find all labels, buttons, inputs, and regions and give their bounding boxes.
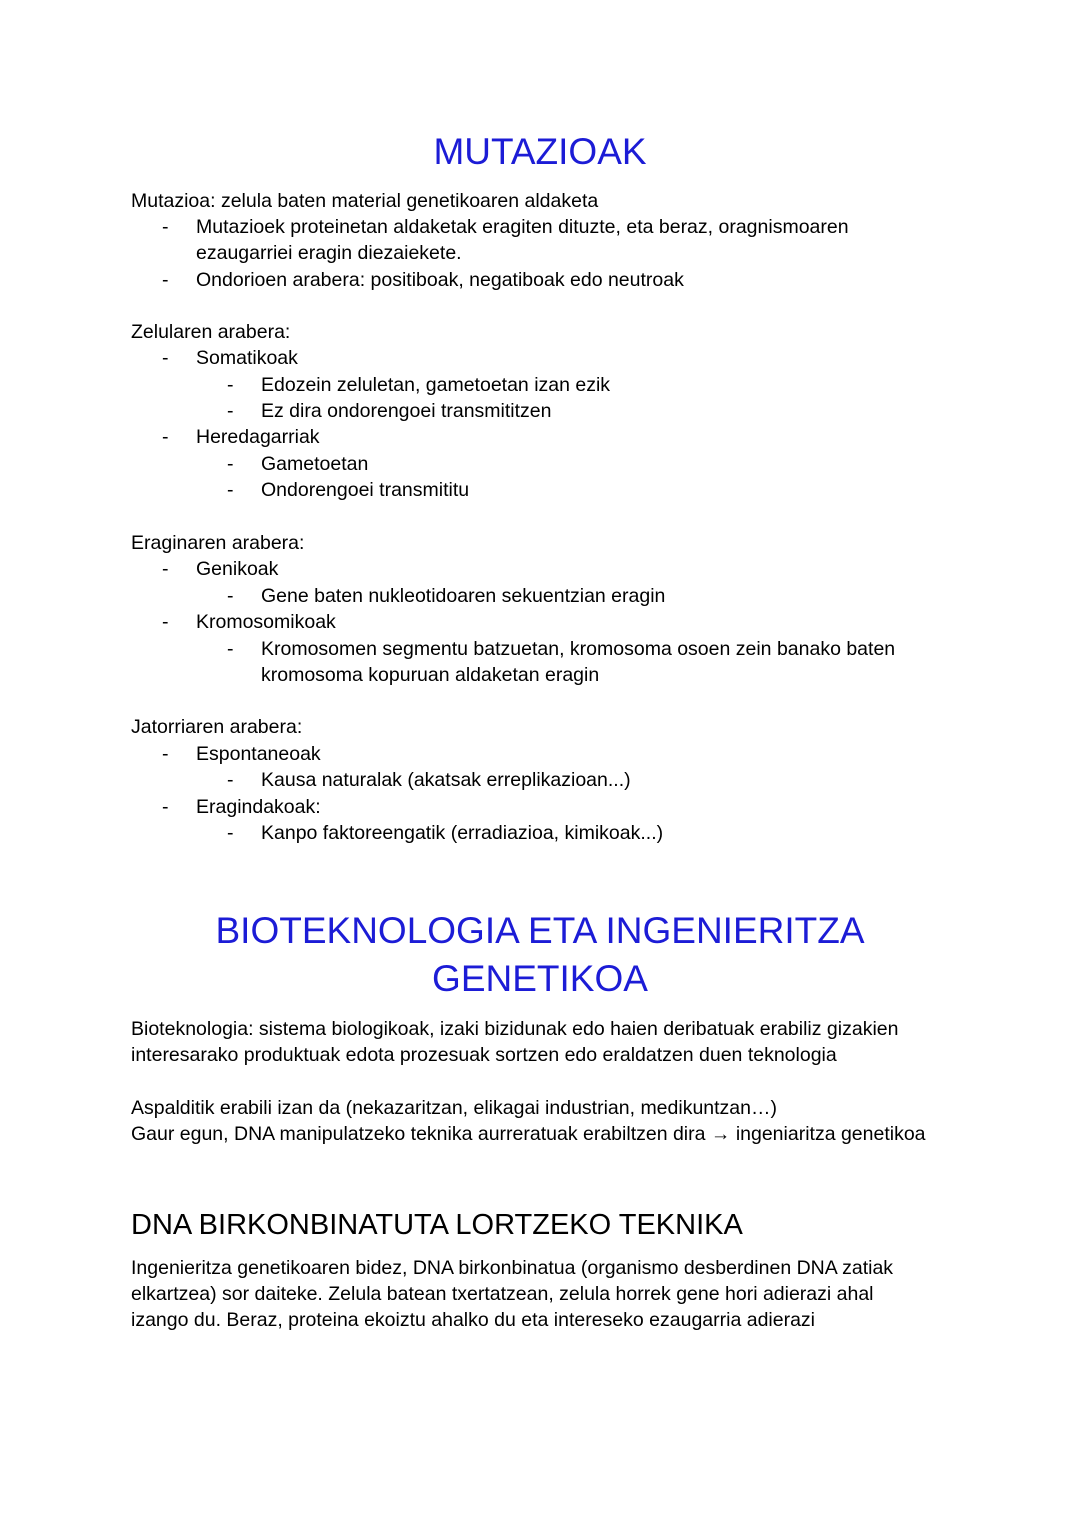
sub-bullet-dash: - [227,479,234,501]
bullet-dash: - [162,426,169,448]
bullet-dash: - [162,269,169,291]
biotech-history: Aspalditik erabili izan da (nekazaritzan, elikagai industrian, medikuntzan…) [131,1097,777,1119]
mutation-definition: Mutazioa: zelula baten material genetikoaren aldaketa [131,190,599,212]
bullet-dash: - [162,558,169,580]
sub-list-item: Kromosomen segmentu batzuetan, kromosoma osoen zein banako baten [261,638,896,660]
biotech-definition: Bioteknologia: sistema biologikoak, izaki bizidunak edo haien deribatuak erabiliz gizakien [131,1018,899,1040]
bullet-dash: - [162,743,169,765]
group-heading-origin: Jatorriaren arabera: [131,716,303,738]
sub-list-item: Ez dira ondorengoei transmititzen [261,400,552,422]
list-item: Genikoak [196,558,279,580]
sub-list-item: Kanpo faktoreengatik (erradiazioa, kimikoak...) [261,822,664,844]
list-item: Heredagarriak [196,426,320,448]
bullet-dash: - [162,216,169,238]
recombinant-paragraph: Ingenieritza genetikoaren bidez, DNA birkonbinatua (organismo desberdinen DNA zatiak [131,1257,894,1279]
biotech-title-line2: GENETIKOA [432,958,648,999]
biotech-definition: interesarako produktuak edota prozesuak sortzen edo eraldatzen duen teknologia [131,1044,837,1066]
sub-bullet-dash: - [227,638,234,660]
sub-list-item: Ondorengoei transmititu [261,479,470,501]
bullet-text: Ondorioen arabera: positiboak, negatiboak edo neutroak [196,269,684,291]
sub-bullet-dash: - [227,400,234,422]
bullet-dash: - [162,796,169,818]
recombinant-heading: DNA BIRKONBINATUTA LORTZEKO TEKNIKA [131,1209,743,1241]
sub-bullet-dash: - [227,585,234,607]
sub-list-item: Gametoetan [261,453,369,475]
sub-list-item: kromosoma kopuruan aldaketan eragin [261,664,600,686]
sub-bullet-dash: - [227,453,234,475]
list-item: Kromosomikoak [196,611,336,633]
biotech-history: Gaur egun, DNA manipulatzeko teknika aurreratuak erabiltzen dira → ingeniaritza genetikoa [131,1123,926,1145]
mutations-title: MUTAZIOAK [433,131,647,172]
recombinant-paragraph: izango du. Beraz, proteina ekoiztu ahalko du eta intereseko ezaugarria adierazi [131,1309,816,1331]
sub-list-item: Edozein zeluletan, gametoetan izan ezik [261,374,611,396]
sub-list-item: Kausa naturalak (akatsak erreplikazioan...) [261,769,631,791]
sub-bullet-dash: - [227,769,234,791]
list-item: Espontaneoak [196,743,321,765]
sub-list-item: Gene baten nukleotidoaren sekuentzian eragin [261,585,666,607]
biotech-title-line1: BIOTEKNOLOGIA ETA INGENIERITZA [215,910,865,951]
bullet-dash: - [162,347,169,369]
bullet-dash: - [162,611,169,633]
sub-bullet-dash: - [227,822,234,844]
recombinant-paragraph: elkartzea) sor daiteke. Zelula batean txertatzean, zelula horrek gene hori adierazi ahal [131,1283,874,1305]
bullet-text: Mutazioek proteinetan aldaketak eragiten dituzte, eta beraz, oragnismoaren [196,216,849,238]
bullet-text: ezaugarriei eragin diezaiekete. [196,242,462,264]
list-item: Somatikoak [196,347,298,369]
group-heading-cell: Zelularen arabera: [131,321,291,343]
list-item: Eragindakoak: [196,796,321,818]
group-heading-effect: Eraginaren arabera: [131,532,305,554]
sub-bullet-dash: - [227,374,234,396]
